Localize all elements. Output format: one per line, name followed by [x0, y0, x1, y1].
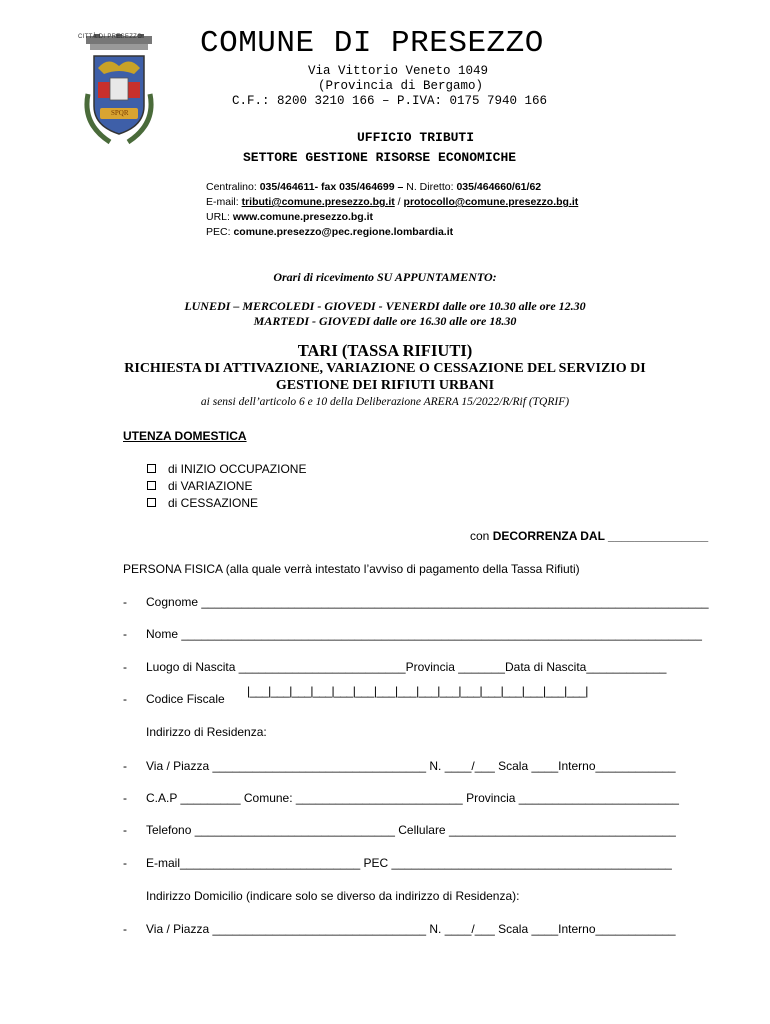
contact-email	[206, 196, 578, 208]
email-tributi-link[interactable]: tributi@comune.presezzo.bg.it	[241, 196, 395, 208]
hours-line-2: MARTEDI - GIOVEDI dalle ore 16.30 alle ore 18.30	[253, 314, 517, 328]
checkbox-variazione[interactable]	[147, 481, 156, 490]
row-dash: -	[123, 823, 127, 837]
office-title: UFFICIO TRIBUTI	[357, 130, 475, 145]
decorrenza-label: DECORRENZA DAL _______________	[492, 529, 709, 543]
via-domicilio-field[interactable]: Via / Piazza ________________________________ N. ____/___ Scala ____Interno____________	[146, 922, 676, 936]
row-dash: -	[123, 856, 127, 870]
codice-fiscale-label: Codice Fiscale	[146, 692, 225, 706]
coat-of-arms-motto: SPQR	[111, 109, 129, 117]
persona-fisica-heading: PERSONA FISICA (alla quale verrà intestato l’avviso di pagamento della Tassa Rifiuti)	[123, 562, 580, 576]
nome-field[interactable]: Nome ______________________________________________________________________________	[146, 627, 702, 641]
email-field[interactable]: E-mail___________________________ PEC __________________________________________	[146, 856, 672, 870]
codice-fiscale-boxes[interactable]: |___|___|___|___|___|___|___|___|___|___|___|___|___|___|___|___|	[247, 684, 588, 698]
decorrenza-prefix: con	[470, 529, 493, 543]
row-dash: -	[123, 660, 127, 674]
email-label: E-mail:	[206, 196, 242, 208]
tax-ids-line: C.F.: 8200 3210 166 – P.IVA: 0175 7940 166	[232, 94, 548, 108]
page-title: COMUNE DI PRESEZZO	[200, 26, 544, 61]
centralino-value: 035/464611- fax 035/464699 –	[259, 181, 404, 193]
option-label: di INIZIO OCCUPAZIONE	[168, 462, 307, 476]
domicilio-heading: Indirizzo Domicilio (indicare solo se diverso da indirizzo di Residenza):	[146, 889, 520, 903]
option-inizio-occupazione[interactable]	[147, 462, 306, 476]
pec-label: PEC:	[206, 226, 234, 238]
row-dash: -	[123, 759, 127, 773]
email-separator: /	[394, 196, 404, 208]
option-label: di CESSAZIONE	[168, 496, 259, 510]
centralino-label: Centralino:	[206, 181, 260, 193]
contact-url	[206, 211, 373, 223]
office-subtitle: SETTORE GESTIONE RISORSE ECONOMICHE	[243, 150, 517, 165]
row-dash: -	[123, 692, 127, 706]
row-dash: -	[123, 791, 127, 805]
form-subtitle-1: RICHIESTA DI ATTIVAZIONE, VARIAZIONE O CESSAZIONE DEL SERVIZIO DI	[124, 361, 646, 376]
contact-pec	[206, 226, 453, 238]
form-reference: ai sensi dell’articolo 6 e 10 della Deliberazione ARERA 15/2022/R/Rif (TQRIF)	[200, 396, 570, 408]
hours-line-1: LUNEDI – MERCOLEDI - GIOVEDI - VENERDI dalle ore 10.30 alle ore 12.30	[184, 299, 586, 313]
pec-link[interactable]: comune.presezzo@pec.regione.lombardia.it	[233, 226, 454, 238]
cognome-field[interactable]: Cognome ____________________________________________________________________________	[146, 595, 709, 609]
row-dash: -	[123, 627, 127, 641]
nascita-field[interactable]: Luogo di Nascita _________________________Provincia _______Data di Nascita____________	[146, 660, 667, 674]
residenza-heading: Indirizzo di Residenza:	[146, 725, 267, 739]
telefono-field[interactable]: Telefono ______________________________ Cellulare __________________________________	[146, 823, 676, 837]
coat-of-arms	[76, 34, 162, 146]
diretto-label: N. Diretto:	[403, 181, 457, 193]
checkbox-inizio[interactable]	[147, 464, 156, 473]
section-utenza-domestica: UTENZA DOMESTICA	[123, 429, 247, 443]
url-label: URL:	[206, 211, 233, 223]
row-dash: -	[123, 595, 127, 609]
contact-phone	[206, 181, 541, 193]
province-line: (Provincia di Bergamo)	[318, 79, 484, 93]
via-field[interactable]: Via / Piazza ________________________________ N. ____/___ Scala ____Interno____________	[146, 759, 676, 773]
checkbox-cessazione[interactable]	[147, 498, 156, 507]
coat-of-arms-text: CITTÀ DI PRESEZZO	[78, 34, 143, 40]
cap-field[interactable]: C.A.P _________ Comune: _________________________ Provincia ________________________	[146, 791, 679, 805]
address-line: Via Vittorio Veneto 1049	[308, 64, 489, 78]
email-protocollo-link[interactable]: protocollo@comune.presezzo.bg.it	[403, 196, 579, 208]
diretto-value: 035/464660/61/62	[456, 181, 542, 193]
option-label: di VARIAZIONE	[168, 479, 253, 493]
decorrenza-field[interactable]	[470, 529, 708, 543]
url-link[interactable]: www.comune.presezzo.bg.it	[232, 211, 374, 223]
option-cessazione[interactable]	[147, 496, 258, 510]
option-variazione[interactable]	[147, 479, 252, 493]
form-title: TARI (TASSA RIFIUTI)	[297, 341, 473, 360]
form-subtitle-2: GESTIONE DEI RIFIUTI URBANI	[275, 378, 495, 393]
hours-title: Orari di ricevimento SU APPUNTAMENTO:	[273, 270, 497, 284]
row-dash: -	[123, 922, 127, 936]
